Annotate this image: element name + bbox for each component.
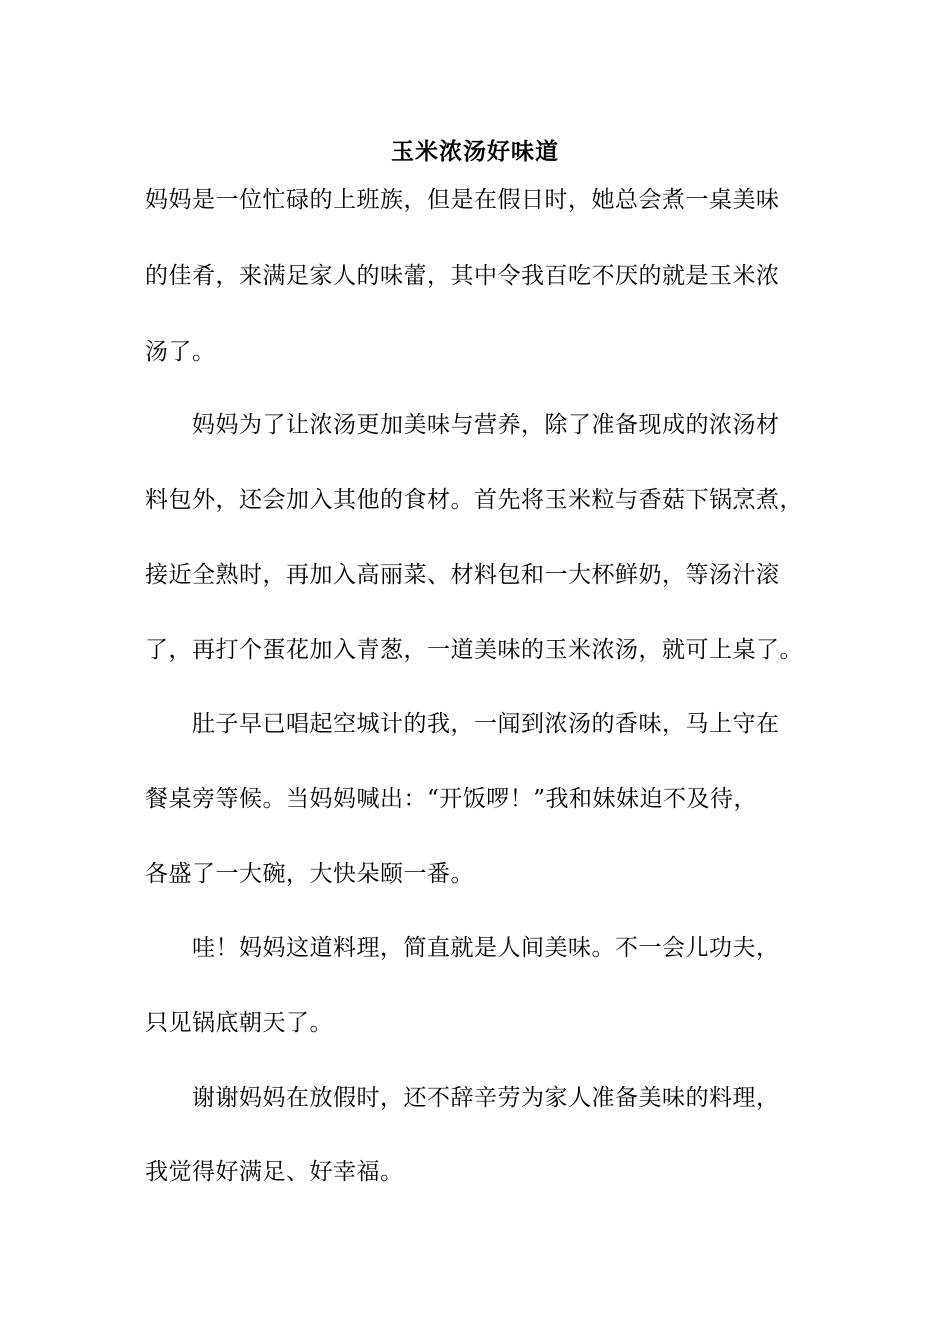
text-line-2: 的佳肴，来满足家人的味蕾，其中令我百吃不厌的就是玉米浓 [145, 263, 780, 289]
text-line-12: 只见锅底朝天了。 [145, 1010, 333, 1036]
text-line-8: 肚子早已唱起空城计的我，一闻到浓汤的香味，马上守在 [145, 711, 780, 737]
text-line-4: 妈妈为了让浓汤更加美味与营养，除了准备现成的浓汤材 [145, 412, 780, 438]
text-line-10: 各盛了一大碗，大快朵颐一番。 [145, 861, 474, 887]
text-line-7: 了，再打个蛋花加入青葱，一道美味的玉米浓汤，就可上桌了。 [145, 637, 803, 663]
text-line-3: 汤了。 [145, 339, 216, 365]
document-title: 玉米浓汤好味道 [391, 138, 559, 165]
text-line-9: 餐桌旁等候。当妈妈喊出：“开饭啰！”我和妹妹迫不及待， [145, 786, 758, 812]
text-line-14: 我觉得好满足、好幸福。 [145, 1159, 404, 1185]
text-line-6: 接近全熟时，再加入高丽菜、材料包和一大杯鲜奶，等汤汁滚 [145, 562, 780, 588]
text-line-5: 料包外，还会加入其他的食材。首先将玉米粒与香菇下锅烹煮， [145, 487, 803, 513]
text-line-1: 妈妈是一位忙碌的上班族，但是在假日时，她总会煮一桌美味 [145, 187, 780, 213]
text-line-11: 哇！妈妈这道料理，简直就是人间美味。不一会儿功夫， [145, 935, 780, 961]
text-line-13: 谢谢妈妈在放假时，还不辞辛劳为家人准备美味的料理， [145, 1085, 780, 1111]
